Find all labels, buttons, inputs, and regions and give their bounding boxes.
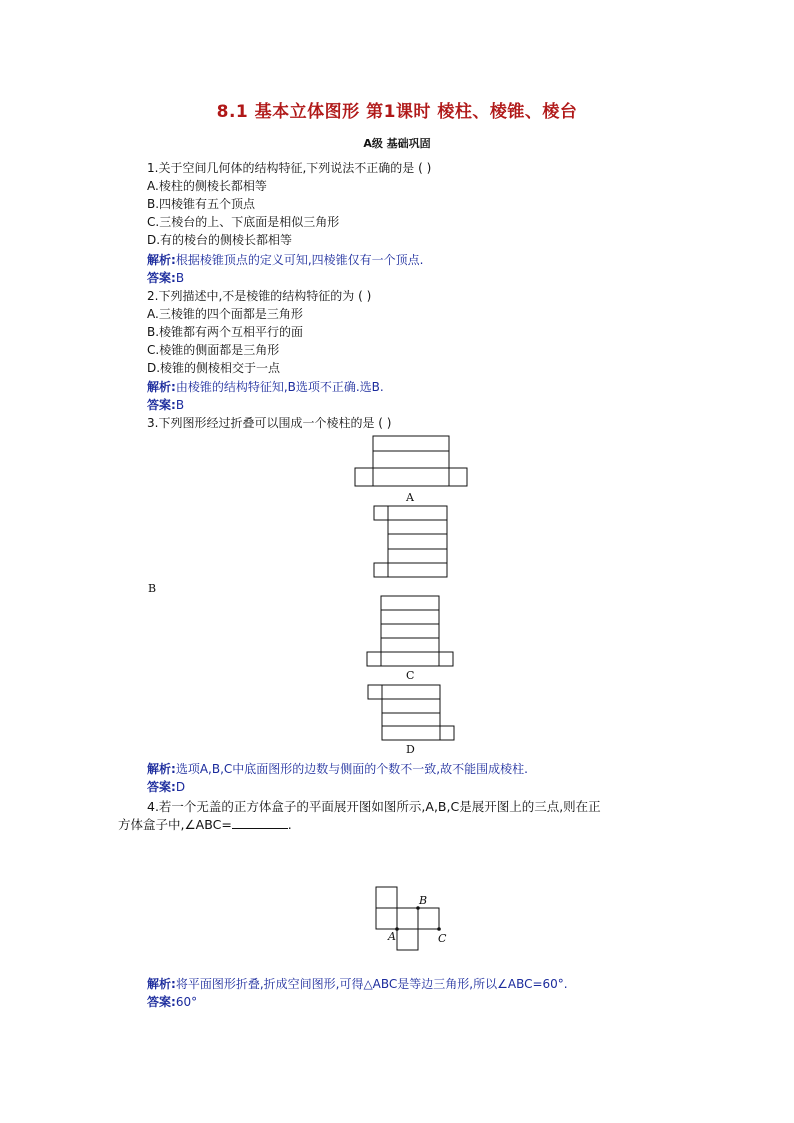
q4-stem-line1: 4.若一个无盖的正方体盒子的平面展开图如图所示,A,B,C是展开图上的三点,则在正 — [147, 799, 601, 814]
page-title: 8.1 基本立体图形 第1课时 棱柱、棱锥、棱台 — [216, 102, 578, 122]
net-figure-d — [368, 685, 454, 740]
analysis-label: 解析: — [147, 380, 176, 394]
analysis-label: 解析: — [147, 977, 176, 991]
answer-blank — [232, 817, 288, 829]
answer-text: D — [175, 780, 186, 794]
q2-option-d: D.棱锥的侧棱相交于一点 — [147, 361, 281, 375]
answer-label: 答案: — [147, 995, 176, 1009]
net-figure-b — [374, 506, 447, 577]
q4-answer — [147, 994, 197, 1010]
section-subtitle: A级 基础巩固 — [363, 137, 431, 150]
q2-stem: 2.下列描述中,不是棱锥的结构特征的为 ( ) — [147, 289, 372, 303]
q4-stem-line2 — [118, 817, 292, 833]
point-label-c: C — [438, 932, 447, 945]
point-c — [437, 927, 441, 931]
q1-option-d: D.有的棱台的侧棱长都相等 — [147, 233, 293, 247]
analysis-text: 将平面图形折叠,折成空间图形,可得△ABC是等边三角形,所以∠ABC=60°. — [175, 977, 568, 991]
figure-label-d: D — [406, 743, 415, 756]
q3-analysis — [147, 761, 528, 777]
q1-option-a: A.棱柱的侧棱长都相等 — [147, 179, 267, 193]
point-label-b: B — [419, 894, 428, 907]
analysis-text: 由棱锥的结构特征知,B选项不正确.选B. — [175, 380, 384, 394]
analysis-text: 选项A,B,C中底面图形的边数与侧面的个数不一致,故不能围成棱柱. — [175, 762, 528, 776]
q2-option-c: C.棱锥的侧面都是三角形 — [147, 343, 280, 357]
figure-label-a: A — [406, 491, 414, 504]
answer-text: 60° — [175, 995, 198, 1009]
answer-text: B — [175, 271, 185, 285]
q1-option-c: C.三棱台的上、下底面是相似三角形 — [147, 215, 340, 229]
net-figure-a — [355, 436, 467, 486]
q3-stem: 3.下列图形经过折叠可以围成一个棱柱的是 ( ) — [147, 416, 392, 430]
figure-label-b: B — [148, 582, 157, 595]
analysis-text: 根据棱锥顶点的定义可知,四棱锥仅有一个顶点. — [175, 253, 424, 267]
q1-stem: 1.关于空间几何体的结构特征,下列说法不正确的是 ( ) — [147, 161, 432, 175]
answer-label: 答案: — [147, 398, 176, 412]
q3-answer — [147, 779, 185, 795]
analysis-label: 解析: — [147, 253, 176, 267]
q4-analysis — [147, 976, 568, 992]
answer-label: 答案: — [147, 271, 176, 285]
figure-label-c: C — [406, 669, 415, 682]
q1-option-b: B.四棱锥有五个顶点 — [147, 197, 256, 211]
answer-text: B — [175, 398, 185, 412]
point-label-a: A — [388, 930, 396, 943]
cube-net-figure — [376, 887, 439, 950]
q2-option-a: A.三棱锥的四个面都是三角形 — [147, 307, 303, 321]
q4-stem-text: 方体盒子中,∠ABC= — [118, 817, 232, 832]
net-figure-c — [367, 596, 453, 666]
q2-option-b: B.棱锥都有两个互相平行的面 — [147, 325, 304, 339]
answer-label: 答案: — [147, 780, 176, 794]
q4-stem-end: . — [287, 817, 292, 832]
analysis-label: 解析: — [147, 762, 176, 776]
